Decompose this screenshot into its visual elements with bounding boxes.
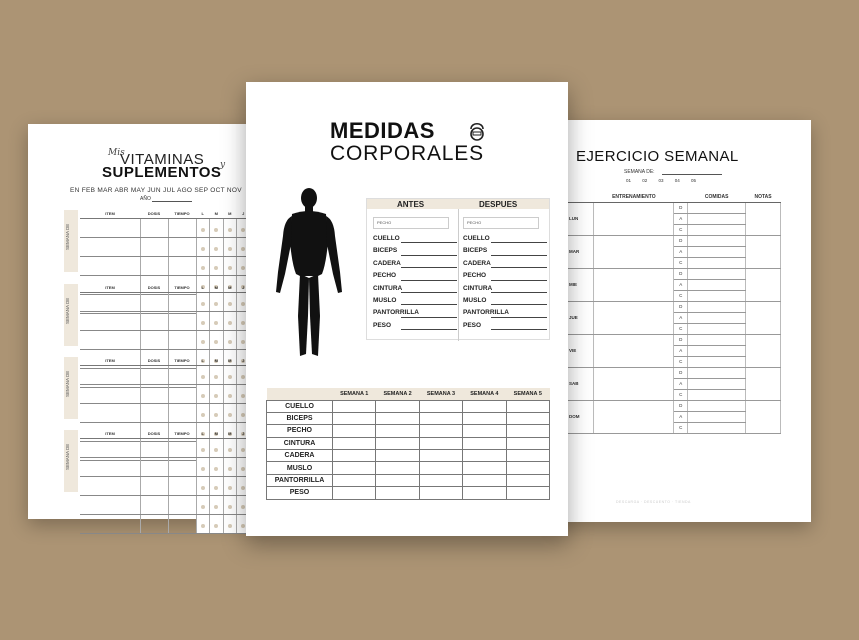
- value-cell[interactable]: [376, 425, 419, 437]
- day-label: DOM: [566, 400, 594, 433]
- table-row: [566, 334, 781, 345]
- body-measurements-sheet: [246, 82, 568, 536]
- value-cell[interactable]: [419, 437, 462, 449]
- value-cell[interactable]: [506, 437, 549, 449]
- week-label: SEMANA DE: [65, 223, 70, 250]
- row-label: PESO: [267, 487, 333, 499]
- col-l: L: [196, 210, 210, 218]
- left-title-line1: VITAMINAS: [120, 151, 205, 168]
- meal-cell[interactable]: [688, 334, 746, 345]
- measurement-line: [491, 255, 547, 256]
- measurement-label: CADERA: [463, 259, 491, 267]
- vitamin-block: [64, 210, 264, 272]
- measurement-row[interactable]: [373, 260, 457, 272]
- table-row: [267, 425, 550, 437]
- row-label: CINTURA: [267, 437, 333, 449]
- meal-cell[interactable]: [688, 367, 746, 378]
- value-cell[interactable]: [419, 450, 462, 462]
- antes-label: ANTES: [397, 200, 425, 209]
- value-cell[interactable]: [333, 487, 376, 499]
- meal-cell[interactable]: [688, 268, 746, 279]
- col-semana: SEMANA 1: [333, 388, 376, 400]
- col-tiempo: TIEMPO: [168, 284, 196, 292]
- table-row: [566, 301, 781, 312]
- col-j: J: [237, 357, 251, 365]
- value-cell[interactable]: [506, 487, 549, 499]
- measurement-label: CADERA: [373, 259, 401, 267]
- value-cell[interactable]: [463, 462, 506, 474]
- script-y: y: [220, 160, 226, 170]
- table-row: [267, 462, 550, 474]
- measurement-label: MUSLO: [463, 296, 487, 304]
- col-m2: M: [223, 357, 237, 365]
- meal-cell[interactable]: [688, 312, 746, 323]
- value-cell[interactable]: [376, 487, 419, 499]
- antes-rows: [373, 235, 457, 334]
- meal-code: C: [674, 323, 688, 334]
- value-cell[interactable]: [333, 400, 376, 412]
- meal-code: C: [674, 422, 688, 433]
- col-blank: [267, 388, 333, 400]
- vitamin-block: [64, 284, 264, 346]
- measurement-label: PECHO: [463, 272, 487, 280]
- measurement-label: MUSLO: [373, 296, 397, 304]
- meal-cell[interactable]: [688, 279, 746, 290]
- measurement-label: PANTORRILLA: [373, 309, 419, 317]
- col-dosis: DOSIS: [140, 210, 168, 218]
- meal-cell[interactable]: [688, 345, 746, 356]
- notes-cell[interactable]: [746, 235, 781, 268]
- col-meal-code: [674, 192, 688, 202]
- measurement-line: [491, 329, 547, 330]
- value-cell[interactable]: [333, 450, 376, 462]
- measurement-row[interactable]: [463, 272, 547, 284]
- measurement-line: [491, 280, 547, 281]
- col-l: L: [196, 430, 210, 438]
- meal-cell[interactable]: [688, 235, 746, 246]
- measurement-row[interactable]: [373, 322, 457, 334]
- value-cell[interactable]: [376, 462, 419, 474]
- measurement-row[interactable]: [373, 247, 457, 259]
- value-cell[interactable]: [376, 400, 419, 412]
- training-cell[interactable]: [594, 367, 674, 400]
- script-mis: Mis: [108, 148, 125, 158]
- value-cell[interactable]: [419, 412, 462, 424]
- day-label: LUN: [566, 202, 594, 235]
- col-item: ITEM: [80, 210, 140, 218]
- value-cell[interactable]: [333, 425, 376, 437]
- col-tiempo: TIEMPO: [168, 210, 196, 218]
- col-semana: SEMANA 4: [463, 388, 506, 400]
- week-sidebar: [64, 357, 78, 419]
- value-cell[interactable]: [463, 450, 506, 462]
- before-after-header: [367, 199, 549, 209]
- value-cell[interactable]: [463, 425, 506, 437]
- human-silhouette-icon: [272, 186, 346, 362]
- despues-label: DESPUES: [479, 200, 518, 209]
- notes-cell[interactable]: [746, 334, 781, 367]
- week-label: SEMANA DE: [65, 443, 70, 470]
- measurement-line: [491, 292, 547, 293]
- meal-code: D: [674, 400, 688, 411]
- training-cell[interactable]: [594, 400, 674, 433]
- col-semana: SEMANA 3: [419, 388, 462, 400]
- col-j: J: [237, 430, 251, 438]
- meal-code: A: [674, 246, 688, 257]
- measurement-line: [401, 304, 457, 305]
- meal-cell[interactable]: [688, 411, 746, 422]
- value-cell[interactable]: [506, 400, 549, 412]
- measurement-row[interactable]: [463, 285, 547, 297]
- value-cell[interactable]: [463, 412, 506, 424]
- day-label: MAR: [566, 235, 594, 268]
- training-cell[interactable]: [594, 202, 674, 235]
- table-row: [267, 400, 550, 412]
- col-m: M: [210, 210, 224, 218]
- pecho-input-antes[interactable]: PECHO: [373, 217, 449, 229]
- measurement-line: [401, 317, 457, 318]
- day-label: VIE: [566, 334, 594, 367]
- notes-cell[interactable]: [746, 268, 781, 301]
- weekly-measurements-table: [266, 388, 550, 500]
- kettlebell-icon: [466, 120, 488, 142]
- measurement-row[interactable]: [373, 309, 457, 321]
- measurement-label: PECHO: [373, 272, 397, 280]
- meal-code: D: [674, 235, 688, 246]
- notes-cell[interactable]: [746, 202, 781, 235]
- measurement-row[interactable]: [463, 235, 547, 247]
- col-m2: M: [223, 430, 237, 438]
- notes-cell[interactable]: [746, 400, 781, 433]
- week-numbers: 01 02 03 04 05: [626, 178, 697, 183]
- value-cell[interactable]: [419, 487, 462, 499]
- meal-code: C: [674, 224, 688, 235]
- col-dosis: DOSIS: [140, 430, 168, 438]
- meal-code: A: [674, 345, 688, 356]
- measurement-line: [401, 255, 457, 256]
- meal-code: D: [674, 301, 688, 312]
- measurement-line: [401, 292, 457, 293]
- meal-code: C: [674, 257, 688, 268]
- value-cell[interactable]: [333, 412, 376, 424]
- table-row: [267, 412, 550, 424]
- training-cell[interactable]: [594, 268, 674, 301]
- col-tiempo: TIEMPO: [168, 430, 196, 438]
- col-m2: M: [223, 284, 237, 292]
- row-label: MUSLO: [267, 462, 333, 474]
- row-label: BICEPS: [267, 412, 333, 424]
- year-label: AÑO: [140, 196, 151, 202]
- week-sidebar: [64, 430, 78, 492]
- value-cell[interactable]: [463, 474, 506, 486]
- training-cell[interactable]: [594, 301, 674, 334]
- measurement-label: CUELLO: [463, 235, 490, 242]
- value-cell[interactable]: [506, 412, 549, 424]
- meal-cell[interactable]: [688, 224, 746, 235]
- months-row: EN FEB MAR ABR MAY JUN JUL AGO SEP OCT NOV: [70, 187, 242, 194]
- col-day-blank: [566, 192, 594, 202]
- meal-cell[interactable]: [688, 213, 746, 224]
- week-sidebar: [64, 284, 78, 346]
- value-cell[interactable]: [419, 425, 462, 437]
- measurement-line: [491, 304, 547, 305]
- pecho-input-despues[interactable]: PECHO: [463, 217, 539, 229]
- col-m: M: [210, 284, 224, 292]
- meal-code: A: [674, 411, 688, 422]
- vitamin-table: [80, 430, 264, 534]
- value-cell[interactable]: [419, 400, 462, 412]
- value-cell[interactable]: [333, 462, 376, 474]
- meal-code: D: [674, 268, 688, 279]
- value-cell[interactable]: [506, 450, 549, 462]
- day-label: JUE: [566, 301, 594, 334]
- meal-code: C: [674, 290, 688, 301]
- table-row: [566, 202, 781, 213]
- table-row: [566, 400, 781, 411]
- vitamin-block: [64, 357, 264, 419]
- week-sidebar: [64, 210, 78, 272]
- center-title-line2: CORPORALES: [330, 142, 484, 165]
- week-label: SEMANA DE: [65, 370, 70, 397]
- value-cell[interactable]: [376, 437, 419, 449]
- table-row: [267, 487, 550, 499]
- column-divider: [458, 209, 459, 341]
- training-cell[interactable]: [594, 235, 674, 268]
- table-row: [566, 235, 781, 246]
- measurement-line: [401, 267, 457, 268]
- weekly-exercise-sheet: [556, 120, 811, 522]
- col-tiempo: TIEMPO: [168, 357, 196, 365]
- meal-cell[interactable]: [688, 323, 746, 334]
- week-of-line: [662, 174, 722, 175]
- week-of-label: SEMANA DE:: [624, 169, 655, 175]
- measurement-label: CUELLO: [373, 235, 400, 242]
- value-cell[interactable]: [506, 462, 549, 474]
- col-item: ITEM: [80, 357, 140, 365]
- value-cell[interactable]: [419, 462, 462, 474]
- row-label: CADERA: [267, 450, 333, 462]
- vitamins-supplements-sheet: [28, 124, 256, 519]
- right-title: EJERCICIO SEMANAL: [576, 148, 739, 165]
- col-dosis: DOSIS: [140, 284, 168, 292]
- vitamin-block: [64, 430, 264, 492]
- row-label: CUELLO: [267, 400, 333, 412]
- measurement-label: PESO: [463, 321, 482, 329]
- measurement-row[interactable]: [463, 309, 547, 321]
- year-line: [152, 201, 192, 202]
- value-cell[interactable]: [419, 474, 462, 486]
- meal-cell[interactable]: [688, 301, 746, 312]
- col-j: J: [237, 284, 251, 292]
- day-label: SAB: [566, 367, 594, 400]
- measurement-row[interactable]: [463, 260, 547, 272]
- col-m: M: [210, 357, 224, 365]
- col-item: ITEM: [80, 284, 140, 292]
- col-item: ITEM: [80, 430, 140, 438]
- meal-code: C: [674, 389, 688, 400]
- measurement-label: CINTURA: [463, 284, 493, 292]
- col-notas: NOTAS: [746, 192, 781, 202]
- measurement-label: PESO: [373, 321, 392, 329]
- value-cell[interactable]: [333, 474, 376, 486]
- meal-cell[interactable]: [688, 356, 746, 367]
- value-cell[interactable]: [376, 450, 419, 462]
- table-row: [566, 268, 781, 279]
- left-title-line2: SUPLEMENTOS: [102, 164, 222, 181]
- value-cell[interactable]: [506, 474, 549, 486]
- day-label: MIE: [566, 268, 594, 301]
- col-j: J: [237, 210, 251, 218]
- week-label: SEMANA DE: [65, 297, 70, 324]
- col-comidas: COMIDAS: [688, 192, 746, 202]
- table-row: [267, 437, 550, 449]
- col-l: L: [196, 284, 210, 292]
- meal-code: A: [674, 213, 688, 224]
- col-semana: SEMANA 2: [376, 388, 419, 400]
- col-l: L: [196, 357, 210, 365]
- measurement-label: CINTURA: [373, 284, 403, 292]
- value-cell[interactable]: [376, 474, 419, 486]
- center-title-line1: MEDIDAS: [330, 118, 435, 143]
- meal-code: A: [674, 312, 688, 323]
- measurement-label: BICEPS: [373, 247, 398, 255]
- notes-cell[interactable]: [746, 301, 781, 334]
- measurement-row[interactable]: [373, 297, 457, 309]
- notes-cell[interactable]: [746, 367, 781, 400]
- footer-text: DESCARGA · DESCUENTO · TIENDA: [616, 500, 691, 504]
- measurement-line: [491, 267, 547, 268]
- meal-code: D: [674, 202, 688, 213]
- measurement-label: PANTORRILLA: [463, 309, 509, 317]
- col-dosis: DOSIS: [140, 357, 168, 365]
- table-row: [267, 450, 550, 462]
- value-cell[interactable]: [506, 425, 549, 437]
- measurement-row[interactable]: [373, 235, 457, 247]
- training-cell[interactable]: [594, 334, 674, 367]
- measurement-line: [401, 280, 457, 281]
- meal-code: D: [674, 367, 688, 378]
- measurement-row[interactable]: [463, 297, 547, 309]
- value-cell[interactable]: [333, 437, 376, 449]
- row-label: PANTORRILLA: [267, 474, 333, 486]
- meal-cell[interactable]: [688, 389, 746, 400]
- despues-rows: [463, 235, 547, 334]
- value-cell[interactable]: [463, 487, 506, 499]
- meal-cell[interactable]: [688, 378, 746, 389]
- exercise-table: [566, 192, 781, 434]
- measurement-row[interactable]: [373, 285, 457, 297]
- table-row: [566, 367, 781, 378]
- value-cell[interactable]: [463, 400, 506, 412]
- value-cell[interactable]: [463, 437, 506, 449]
- meal-cell[interactable]: [688, 202, 746, 213]
- col-semana: SEMANA 5: [506, 388, 549, 400]
- meal-code: A: [674, 378, 688, 389]
- meal-code: A: [674, 279, 688, 290]
- measurement-row[interactable]: [463, 322, 547, 334]
- value-cell[interactable]: [376, 412, 419, 424]
- meal-code: D: [674, 334, 688, 345]
- table-row: [267, 474, 550, 486]
- measurement-label: BICEPS: [463, 247, 488, 255]
- meal-cell[interactable]: [688, 257, 746, 268]
- measurement-line: [491, 242, 547, 243]
- meal-code: C: [674, 356, 688, 367]
- col-m2: M: [223, 210, 237, 218]
- meal-cell[interactable]: [688, 246, 746, 257]
- meal-cell[interactable]: [688, 400, 746, 411]
- meal-cell[interactable]: [688, 290, 746, 301]
- meal-cell[interactable]: [688, 422, 746, 433]
- col-m: M: [210, 430, 224, 438]
- measurement-line: [401, 329, 457, 330]
- measurement-line: [401, 242, 457, 243]
- measurement-row[interactable]: [463, 247, 547, 259]
- col-entrenamiento: ENTRENAMIENTO: [594, 192, 674, 202]
- before-after-panel: [366, 198, 550, 340]
- measurement-row[interactable]: [373, 272, 457, 284]
- measurement-line: [491, 317, 547, 318]
- row-label: PECHO: [267, 425, 333, 437]
